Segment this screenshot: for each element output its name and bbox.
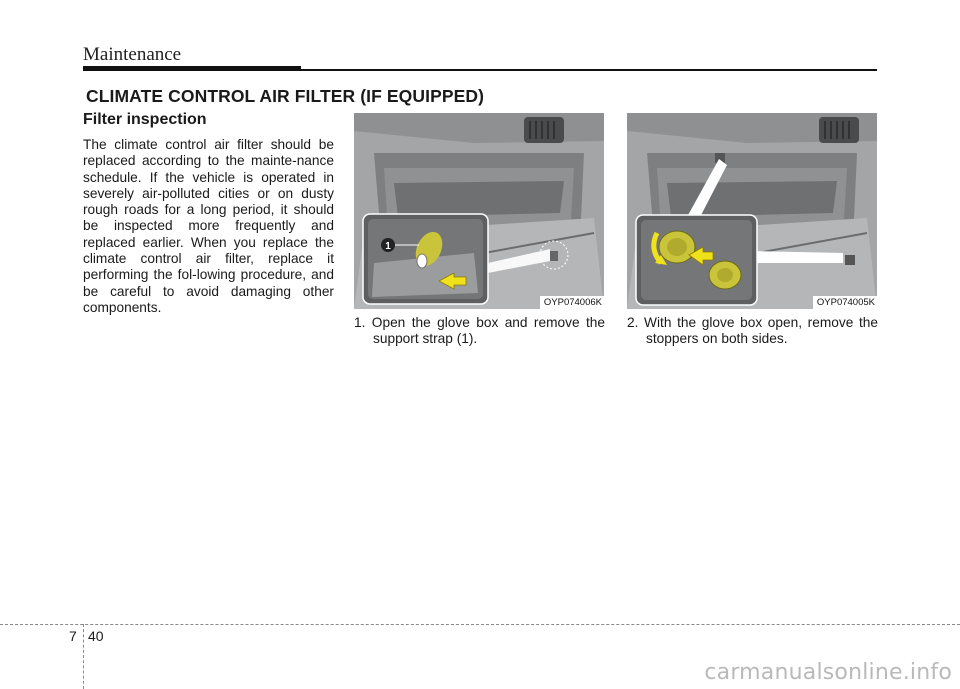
footer-divider xyxy=(83,624,84,689)
header-rule-thin xyxy=(301,69,877,71)
footer-rule xyxy=(0,624,960,625)
figure-glove-box-stoppers xyxy=(627,113,877,309)
glove-box-strap-illustration xyxy=(354,113,604,309)
section-title: CLIMATE CONTROL AIR FILTER (IF EQUIPPED) xyxy=(86,86,485,106)
figure-glove-box-strap xyxy=(354,113,604,309)
watermark: carmanualsonline.info xyxy=(704,660,952,685)
callout-label: 1 xyxy=(385,241,391,252)
header-rule-thick xyxy=(83,66,301,71)
header-title: Maintenance xyxy=(83,44,182,65)
glove-box-stoppers-illustration xyxy=(627,113,877,309)
step-1-text: 1. Open the glove box and remove the support strap (1). xyxy=(354,315,605,347)
chapter-number: 7 xyxy=(69,628,77,644)
page-number: 40 xyxy=(88,628,104,644)
figure-code: OYP074006K xyxy=(540,296,604,309)
subsection-title: Filter inspection xyxy=(83,111,207,128)
body-paragraph: The climate control air filter should be replaced according to the mainte-nance schedule. If the vehicle is operated in severely air-polluted cities or on dusty rough roads for a long period, it should be inspected more frequently and replaced earlier. When you replace the climate control air filter, replace it performing the fol-lowing procedure, and be careful to avoid damaging other components. xyxy=(83,137,334,315)
figure-code: OYP074005K xyxy=(813,296,877,309)
step-2-text: 2. With the glove box open, remove the stoppers on both sides. xyxy=(627,315,878,347)
